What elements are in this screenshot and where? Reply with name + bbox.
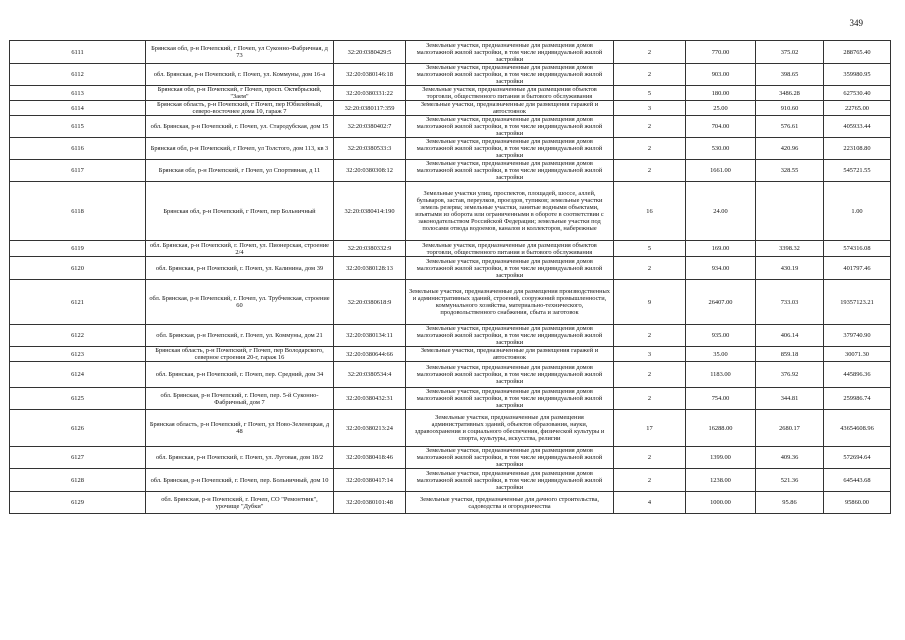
row-cadastral-value: 1.00 (824, 182, 891, 241)
row-cadastral-number: 32:20:0380331:22 (334, 86, 406, 101)
row-cadastral-number: 32:20:0380417:14 (334, 469, 406, 492)
row-cadastral-value: 19357123.21 (824, 280, 891, 325)
row-number: 6125 (10, 388, 146, 410)
row-land-use: Земельные участки, предназначенные для размещения домов малоэтажной жилой застройки, в том числе индивидуальной жилой застройки (406, 388, 614, 410)
row-number: 6126 (10, 410, 146, 447)
row-area: 26407.00 (686, 280, 756, 325)
row-address: обл. Брянская, р-н Почепский, г. Почеп, пер. Средний, дом 34 (146, 362, 334, 388)
row-number: 6122 (10, 325, 146, 347)
row-cadastral-number: 32:20:0380429:5 (334, 41, 406, 64)
row-number: 6120 (10, 257, 146, 280)
row-group: 16 (614, 182, 686, 241)
row-land-use: Земельные участки, предназначенные для размещения производственных и административных зданий, строений, сооружений промышленности, коммунального хозяйства, материально-технического, продовольственного снабжения, сбыта и заготовок (406, 280, 614, 325)
row-unit-value: 398.65 (756, 64, 824, 86)
row-land-use: Земельные участки, предназначенные для размещения объектов торговли, общественного питания и бытового обслуживания (406, 86, 614, 101)
row-area: 1000.00 (686, 492, 756, 514)
row-cadastral-value: 288765.40 (824, 41, 891, 64)
row-unit-value: 420.96 (756, 138, 824, 160)
row-unit-value: 2680.17 (756, 410, 824, 447)
row-area: 16288.00 (686, 410, 756, 447)
table-row (10, 492, 891, 514)
table-row (10, 182, 891, 241)
row-area: 169.00 (686, 241, 756, 257)
row-group: 2 (614, 64, 686, 86)
row-group: 2 (614, 41, 686, 64)
row-land-use: Земельные участки, предназначенные для размещения домов малоэтажной жилой застройки, в том числе индивидуальной жилой застройки (406, 469, 614, 492)
row-unit-value: 375.02 (756, 41, 824, 64)
row-number: 6117 (10, 160, 146, 182)
table-row (10, 241, 891, 257)
row-unit-value: 344.81 (756, 388, 824, 410)
row-address: Брянская обл, р-н Почепский, г Почеп, ул Толстого, дом 113, кв 3 (146, 138, 334, 160)
row-area: 1399.00 (686, 447, 756, 469)
row-unit-value: 859.18 (756, 347, 824, 362)
row-cadastral-value: 259986.74 (824, 388, 891, 410)
table-row (10, 116, 891, 138)
table-row (10, 280, 891, 325)
row-land-use: Земельные участки, предназначенные для размещения объектов торговли, общественного питания и бытового обслуживания (406, 241, 614, 257)
table-row (10, 138, 891, 160)
row-group: 2 (614, 138, 686, 160)
row-unit-value: 328.55 (756, 160, 824, 182)
row-cadastral-number: 32:20:0380134:11 (334, 325, 406, 347)
row-cadastral-number: 32:20:0380146:18 (334, 64, 406, 86)
row-number: 6115 (10, 116, 146, 138)
page-number: 349 (849, 18, 863, 28)
row-number: 6112 (10, 64, 146, 86)
row-area: 770.00 (686, 41, 756, 64)
table-row (10, 160, 891, 182)
row-cadastral-value: 627530.40 (824, 86, 891, 101)
row-land-use: Земельные участки, предназначенные для дачного строительства, садоводства и огородничества (406, 492, 614, 514)
row-group: 2 (614, 116, 686, 138)
row-cadastral-number: 32:20:0380402:7 (334, 116, 406, 138)
row-land-use: Земельные участки, предназначенные для размещения домов малоэтажной жилой застройки, в том числе индивидуальной жилой застройки (406, 64, 614, 86)
row-cadastral-value: 445896.36 (824, 362, 891, 388)
row-number: 6123 (10, 347, 146, 362)
row-unit-value: 430.19 (756, 257, 824, 280)
row-unit-value: 576.61 (756, 116, 824, 138)
table-row (10, 410, 891, 447)
row-address: обл. Брянская, р-н Почепский, г. Почеп, ул. Пионерская, строение 2/4 (146, 241, 334, 257)
row-area: 754.00 (686, 388, 756, 410)
row-cadastral-number: 32:20:0380534:4 (334, 362, 406, 388)
row-address: Брянская обл, р-н Почепский, г Почеп, пер Больничный (146, 182, 334, 241)
row-address: Брянская область, р-н Почепский, г Почеп, ул Ново-Зеленецкая, д 48 (146, 410, 334, 447)
row-group: 2 (614, 362, 686, 388)
row-cadastral-value: 223108.80 (824, 138, 891, 160)
row-land-use: Земельные участки, предназначенные для размещения домов малоэтажной жилой застройки, в том числе индивидуальной жилой застройки (406, 362, 614, 388)
row-land-use: Земельные участки, предназначенные для размещения гаражей и автостоянок (406, 347, 614, 362)
row-unit-value (756, 182, 824, 241)
row-area: 935.00 (686, 325, 756, 347)
row-number: 6113 (10, 86, 146, 101)
row-cadastral-number: 32:20:0380128:13 (334, 257, 406, 280)
row-area: 704.00 (686, 116, 756, 138)
row-cadastral-number: 32:20:0380533:3 (334, 138, 406, 160)
row-unit-value: 3486.28 (756, 86, 824, 101)
row-cadastral-value: 95860.00 (824, 492, 891, 514)
row-number: 6128 (10, 469, 146, 492)
row-land-use: Земельные участки, предназначенные для размещения домов малоэтажной жилой застройки, в том числе индивидуальной жилой застройки (406, 160, 614, 182)
row-number: 6124 (10, 362, 146, 388)
row-group: 17 (614, 410, 686, 447)
row-cadastral-number: 32:20:0380644:66 (334, 347, 406, 362)
row-group: 2 (614, 160, 686, 182)
row-group: 2 (614, 388, 686, 410)
row-number: 6116 (10, 138, 146, 160)
table-row (10, 469, 891, 492)
table-row (10, 86, 891, 101)
row-unit-value: 733.03 (756, 280, 824, 325)
row-address: обл. Брянская, р-н Почепский, г. Почеп, ул. Луговая, дом 18/2 (146, 447, 334, 469)
row-cadastral-number: 32:20:0380332:9 (334, 241, 406, 257)
row-cadastral-number: 32:20:0380432:31 (334, 388, 406, 410)
row-cadastral-number: 32:20:0380618:9 (334, 280, 406, 325)
row-cadastral-number: 32:20:0380414:190 (334, 182, 406, 241)
row-cadastral-value: 545721.55 (824, 160, 891, 182)
row-area: 24.00 (686, 182, 756, 241)
row-unit-value: 521.36 (756, 469, 824, 492)
row-cadastral-value: 572694.64 (824, 447, 891, 469)
row-unit-value: 376.92 (756, 362, 824, 388)
row-address: обл. Брянская, р-н Почепский, г. Почеп, ул. Стародубская, дом 15 (146, 116, 334, 138)
row-area: 530.00 (686, 138, 756, 160)
row-address: обл. Брянская, р-н Почепский, г. Почеп, пер. Больничный, дом 10 (146, 469, 334, 492)
row-cadastral-value: 645443.68 (824, 469, 891, 492)
row-land-use: Земельные участки, предназначенные для размещения домов малоэтажной жилой застройки, в том числе индивидуальной жилой застройки (406, 41, 614, 64)
row-unit-value: 95.86 (756, 492, 824, 514)
row-cadastral-value: 22765.00 (824, 101, 891, 116)
row-area: 903.00 (686, 64, 756, 86)
row-number: 6119 (10, 241, 146, 257)
table-row (10, 325, 891, 347)
row-land-use: Земельные участки улиц, проспектов, площадей, шоссе, аллей, бульваров, застав, переулков, проездов, тупиков; земельные участки земель резерва; земельные участки, занятые водными объектами, изъятыми из оборота или ограниченными в обороте в соответствии с законодательством Российской Федерации; земельные участки под полосами отвода водоемов, каналов и коллекторов, набережные (406, 182, 614, 241)
row-land-use: Земельные участки, предназначенные для размещения административных зданий, объектов образования, науки, здравоохранения и социального обеспечения, физической культуры и спорта, культуры, искусства, религии (406, 410, 614, 447)
row-cadastral-value: 30071.30 (824, 347, 891, 362)
row-group: 2 (614, 469, 686, 492)
row-cadastral-value: 405933.44 (824, 116, 891, 138)
row-address: обл. Брянская, р-н Почепский, г. Почеп, ул. Трубчевская, строение 60 (146, 280, 334, 325)
row-unit-value: 3398.32 (756, 241, 824, 257)
row-address: Брянская область, р-н Почепский, г Почеп, пер Володарского, северное строения 20-г, гараж 16 (146, 347, 334, 362)
row-area: 934.00 (686, 257, 756, 280)
row-unit-value: 406.14 (756, 325, 824, 347)
row-number: 6127 (10, 447, 146, 469)
row-number: 6114 (10, 101, 146, 116)
row-address: Брянская обл, р-н Почепский, г Почеп, просп. Октябрьский, "Заем" (146, 86, 334, 101)
row-address: обл. Брянская, р-н Почепский, г. Почеп, СО "Ремонтник", урочище "Дубки" (146, 492, 334, 514)
row-land-use: Земельные участки, предназначенные для размещения гаражей и автостоянок (406, 101, 614, 116)
table-row (10, 388, 891, 410)
table-body (10, 41, 891, 514)
row-cadastral-number: 32:20:0380101:48 (334, 492, 406, 514)
row-cadastral-value: 379740.90 (824, 325, 891, 347)
row-cadastral-value: 401797.46 (824, 257, 891, 280)
row-land-use: Земельные участки, предназначенные для размещения домов малоэтажной жилой застройки, в том числе индивидуальной жилой застройки (406, 257, 614, 280)
row-cadastral-value: 574316.08 (824, 241, 891, 257)
row-group: 2 (614, 325, 686, 347)
row-address: Брянская обл, р-н Почепский, г Почеп, ул Спортивная, д 11 (146, 160, 334, 182)
row-number: 6129 (10, 492, 146, 514)
row-area: 1183.00 (686, 362, 756, 388)
row-address: обл. Брянская, р-н Почепский, г. Почеп, ул. Коммуны, дом 21 (146, 325, 334, 347)
row-area: 25.00 (686, 101, 756, 116)
row-land-use: Земельные участки, предназначенные для размещения домов малоэтажной жилой застройки, в том числе индивидуальной жилой застройки (406, 447, 614, 469)
row-number: 6121 (10, 280, 146, 325)
row-unit-value: 910.60 (756, 101, 824, 116)
table-row (10, 101, 891, 116)
row-land-use: Земельные участки, предназначенные для размещения домов малоэтажной жилой застройки, в том числе индивидуальной жилой застройки (406, 325, 614, 347)
row-address: обл. Брянская, р-н Почепский, г. Почеп, ул. Коммуны, дом 16-а (146, 64, 334, 86)
row-group: 3 (614, 347, 686, 362)
row-cadastral-number: 32:20:0380213:24 (334, 410, 406, 447)
row-group: 5 (614, 86, 686, 101)
row-address: Брянская обл, р-н Почепский, г Почеп, ул Суконно-Фабричная, д 73 (146, 41, 334, 64)
row-group: 4 (614, 492, 686, 514)
row-cadastral-value: 359980.95 (824, 64, 891, 86)
table-row (10, 41, 891, 64)
row-group: 9 (614, 280, 686, 325)
row-number: 6118 (10, 182, 146, 241)
row-address: Брянская область, р-н Почепский, г Почеп, пер Юбилейный, северо-восточнее дома 10, гараж 7 (146, 101, 334, 116)
row-area: 1661.00 (686, 160, 756, 182)
row-cadastral-value: 43654608.96 (824, 410, 891, 447)
row-group: 2 (614, 447, 686, 469)
row-cadastral-number: 32:20:0380418:46 (334, 447, 406, 469)
table-row (10, 64, 891, 86)
row-cadastral-number: 32:20:0380308:12 (334, 160, 406, 182)
row-area: 180.00 (686, 86, 756, 101)
row-group: 3 (614, 101, 686, 116)
table-row (10, 257, 891, 280)
table-row (10, 347, 891, 362)
row-group: 5 (614, 241, 686, 257)
row-address: обл. Брянская, р-н Почепский, г. Почеп, ул. Калинина, дом 39 (146, 257, 334, 280)
row-area: 35.00 (686, 347, 756, 362)
row-address: обл. Брянская, р-н Почепский, г. Почеп, пер. 5-й Суконно-Фабричный, дом 7 (146, 388, 334, 410)
row-cadastral-number: 32:20:0380117:359 (334, 101, 406, 116)
row-area: 1238.00 (686, 469, 756, 492)
row-group: 2 (614, 257, 686, 280)
cadastral-value-table (9, 40, 891, 514)
row-number: 6111 (10, 41, 146, 64)
row-land-use: Земельные участки, предназначенные для размещения домов малоэтажной жилой застройки, в том числе индивидуальной жилой застройки (406, 138, 614, 160)
row-unit-value: 409.36 (756, 447, 824, 469)
row-land-use: Земельные участки, предназначенные для размещения домов малоэтажной жилой застройки, в том числе индивидуальной жилой застройки (406, 116, 614, 138)
table-row (10, 362, 891, 388)
table-row (10, 447, 891, 469)
